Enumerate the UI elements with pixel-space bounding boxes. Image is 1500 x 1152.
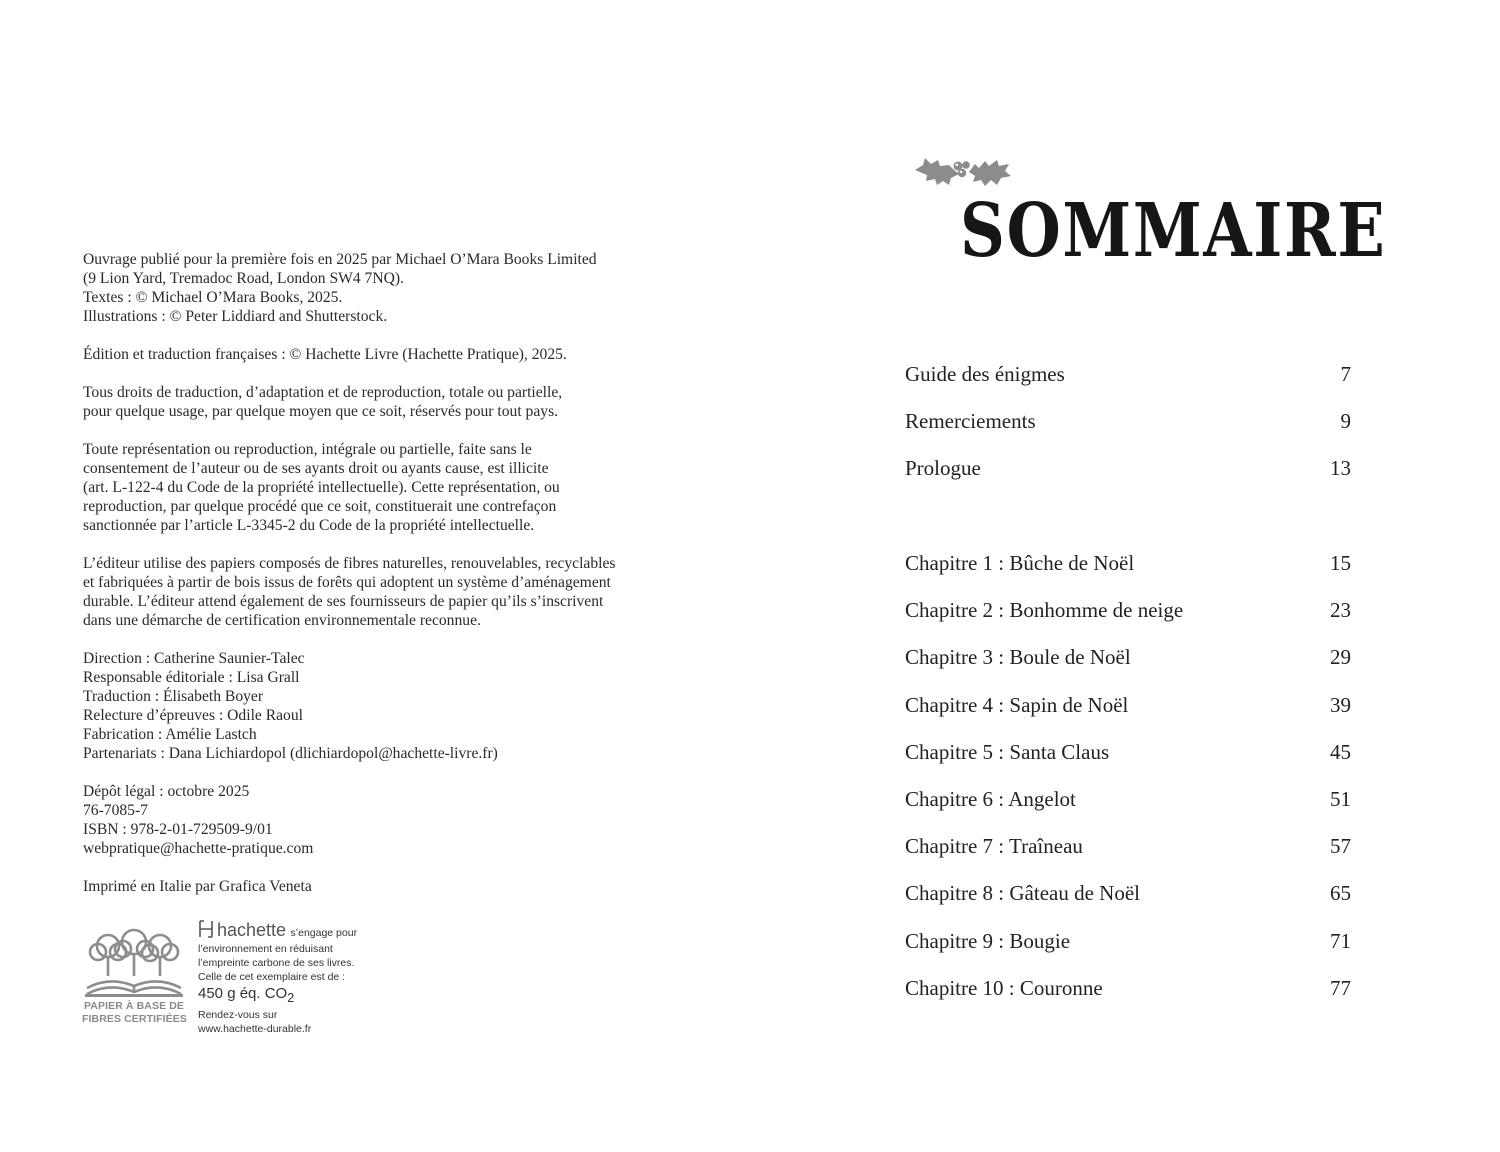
printer-notice — [83, 877, 683, 896]
toc-chapter-entry[interactable] — [905, 737, 1351, 767]
text-line: ISBN : 978-2-01-729509-9/01 — [83, 821, 273, 838]
toc-page-number: 71 — [1330, 929, 1351, 953]
text-line: Illustrations : © Peter Liddiard and Shutterstock. — [83, 308, 388, 325]
toc-page-number: 7 — [1340, 362, 1351, 386]
environment-logos — [82, 920, 382, 1040]
toc-entry-label: Chapitre 6 : Angelot — [905, 787, 1076, 811]
text-line: consentement de l’auteur ou de ses ayants droit ou ayants cause, est illicite — [83, 460, 549, 477]
toc-page-number: 13 — [1330, 456, 1351, 480]
toc-entry-label: Chapitre 5 : Santa Claus — [905, 740, 1110, 764]
text-line: durable. L’éditeur attend également de ses fournisseurs de papier qu’ils s’inscrivent — [83, 593, 604, 610]
text-line: Imprimé en Italie par Grafica Veneta — [83, 878, 312, 895]
co2-subscript: 2 — [287, 991, 295, 1005]
toc-page-number: 29 — [1330, 645, 1351, 669]
hachette-logo-icon — [198, 920, 214, 938]
rights-notice — [83, 383, 683, 421]
toc-page-number: 51 — [1330, 787, 1351, 811]
text-line: Fabrication : Amélie Lastch — [83, 726, 257, 743]
toc-chapter-entry[interactable] — [905, 595, 1351, 625]
eco-intro: s’engage pour — [290, 927, 358, 939]
text-line: Ouvrage publié pour la première fois en 2025 par Michael O’Mara Books Limited — [83, 251, 597, 268]
publication-notice — [83, 250, 683, 326]
toc-entry-label: Chapitre 1 : Bûche de Noël — [905, 551, 1135, 575]
toc-entry-label: Prologue — [905, 456, 981, 480]
text-line: sanctionnée par l’article L-3345-2 du Code de la propriété intellectuelle. — [83, 517, 535, 534]
text-line: Textes : © Michael O’Mara Books, 2025. — [83, 289, 343, 306]
toc-entry-label: Chapitre 8 : Gâteau de Noël — [905, 881, 1140, 905]
text-line: Traduction : Élisabeth Boyer — [83, 688, 264, 705]
text-line: (art. L-122-4 du Code de la propriété intellectuelle). Cette représentation, ou — [83, 479, 560, 496]
toc-chapter-entry[interactable] — [905, 784, 1351, 814]
legal-deposit — [83, 782, 683, 858]
eco-header — [198, 920, 388, 942]
text-line: Tous droits de traduction, d’adaptation et de reproduction, totale ou partielle, — [83, 384, 563, 401]
text-line: webpratique@hachette-pratique.com — [83, 840, 314, 857]
legal-notice — [83, 440, 683, 535]
text-line: Responsable éditoriale : Lisa Grall — [83, 669, 300, 686]
toc-chapter-entry[interactable] — [905, 831, 1351, 861]
french-edition-notice — [83, 345, 683, 364]
toc-entry-label: Chapitre 10 : Couronne — [905, 976, 1103, 1000]
toc-page-number: 65 — [1330, 881, 1351, 905]
certification-line: FIBRES CERTIFIÉES — [82, 1013, 187, 1025]
toc-chapter-entry[interactable] — [905, 548, 1351, 578]
text-line: L’éditeur utilise des papiers composés de fibres naturelles, renouvelables, recyclables — [83, 555, 616, 572]
toc-entry-label: Chapitre 2 : Bonhomme de neige — [905, 598, 1184, 622]
toc-chapter-entry[interactable] — [905, 878, 1351, 908]
copyright-page — [83, 250, 683, 915]
carbon-footprint-notice — [198, 920, 388, 1036]
text-line: Relecture d’épreuves : Odile Raoul — [83, 707, 303, 724]
toc-page-number: 77 — [1330, 976, 1351, 1000]
toc-entry-label: Chapitre 3 : Boule de Noël — [905, 645, 1131, 669]
text-line: Dépôt légal : octobre 2025 — [83, 783, 250, 800]
toc-page-number: 39 — [1330, 693, 1351, 717]
text-line: dans une démarche de certification environnementale reconnue. — [83, 612, 481, 629]
toc-entry-label: Chapitre 4 : Sapin de Noël — [905, 693, 1129, 717]
text-line: et fabriquées à partir de bois issus de forêts qui adoptent un système d’aménagement — [83, 574, 611, 591]
credits — [83, 649, 683, 763]
toc-chapter-entry[interactable] — [905, 690, 1351, 720]
toc-page-number: 23 — [1330, 598, 1351, 622]
toc-page-number: 45 — [1330, 740, 1351, 764]
co2-value: 450 g éq. CO — [198, 985, 288, 1002]
toc-page-number: 9 — [1340, 409, 1351, 433]
toc-chapter-entry[interactable] — [905, 973, 1351, 1003]
toc-page-number: 15 — [1330, 551, 1351, 575]
toc-entry[interactable] — [905, 359, 1351, 389]
toc-entry-label: Remerciements — [905, 409, 1036, 433]
text-line: (9 Lion Yard, Tremadoc Road, London SW4 7NQ). — [83, 270, 404, 287]
text-line: 76-7085-7 — [83, 802, 148, 819]
eco-website: www.hachette-durable.fr — [198, 1023, 312, 1035]
eco-visit-text: Rendez-vous sur — [198, 1009, 278, 1021]
toc-entry[interactable] — [905, 406, 1351, 436]
text-line: Direction : Catherine Saunier-Talec — [83, 650, 305, 667]
hachette-brand: hachette — [217, 920, 287, 940]
text-line: Partenariats : Dana Lichiardopol (dlichiardopol@hachette-livre.fr) — [83, 745, 498, 762]
trees-book-icon — [83, 926, 185, 1000]
text-line: reproduction, par quelque procédé que ce soit, constituerait une contrefaçon — [83, 498, 557, 515]
eco-text-line: Celle de cet exemplaire est de : — [198, 971, 346, 983]
toc-entry-label: Guide des énigmes — [905, 362, 1065, 386]
toc-entry-label: Chapitre 9 : Bougie — [905, 929, 1071, 953]
co2-amount — [198, 984, 388, 1008]
certification-line: PAPIER À BASE DE — [83, 1000, 184, 1012]
toc-title: SOMMAIRE — [960, 188, 1387, 274]
paper-notice — [83, 554, 683, 630]
toc-page-number: 57 — [1330, 834, 1351, 858]
toc-chapter-entry[interactable] — [905, 926, 1351, 956]
eco-text-line: l’environnement en réduisant — [198, 943, 333, 955]
toc-entry-label: Chapitre 7 : Traîneau — [905, 834, 1083, 858]
text-line: Édition et traduction françaises : © Hachette Livre (Hachette Pratique), 2025. — [83, 346, 567, 363]
toc-entry[interactable] — [905, 453, 1351, 483]
toc-chapter-entry[interactable] — [905, 642, 1351, 672]
text-line: pour quelque usage, par quelque moyen que ce soit, réservés pour tout pays. — [83, 403, 559, 420]
eco-text-line: l’empreinte carbone de ses livres. — [198, 957, 355, 969]
text-line: Toute représentation ou reproduction, intégrale ou partielle, faite sans le — [83, 441, 532, 458]
certified-fibres-logo — [82, 926, 186, 1026]
